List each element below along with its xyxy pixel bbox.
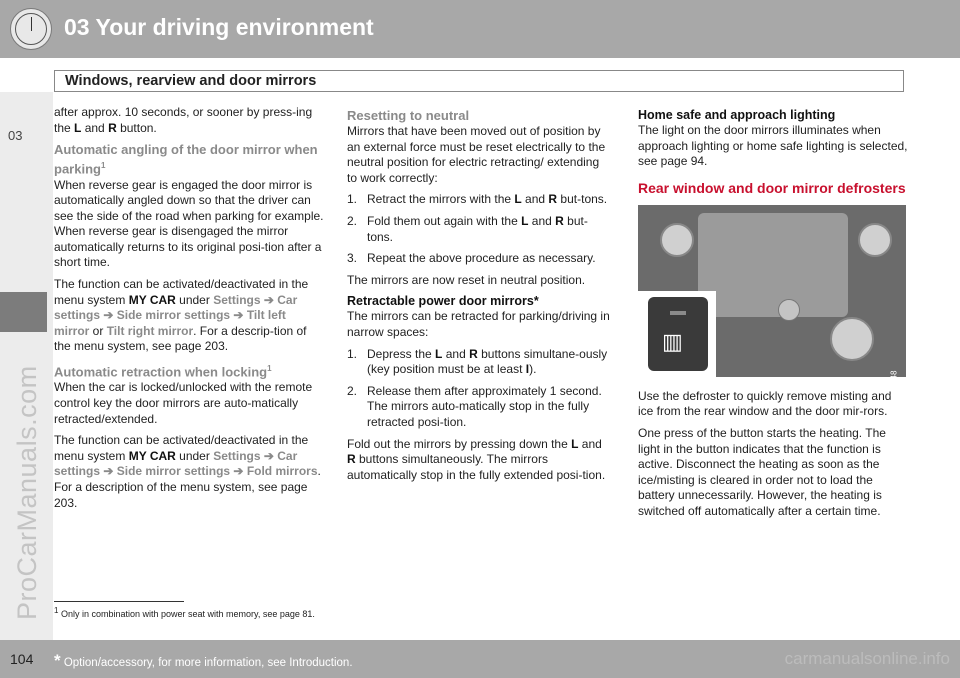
indicator-light — [670, 311, 686, 315]
paragraph: When the car is locked/unlocked with the remote control key the door mirrors are auto-matically retracted/extended. — [54, 380, 313, 426]
menu-path: Settings ➔ Car settings ➔ Side mirror settings ➔ Fold mirrors — [54, 448, 318, 479]
chapter-number: 03 — [8, 128, 23, 143]
climate-knob-left — [660, 223, 694, 257]
heading-auto-angling: Automatic angling of the door mirror when parking$^1$ — [54, 142, 318, 177]
list-item: 2. Fold them out again with the L and R but-tons. — [347, 213, 588, 244]
climate-knob-right — [858, 223, 892, 257]
heading-auto-retraction: Automatic retraction when locking$^1$ — [54, 364, 272, 380]
list-item: 1. Retract the mirrors with the L and R but-tons. — [347, 192, 608, 207]
side-watermark: ProCarManuals.com — [12, 365, 42, 620]
paragraph: The mirrors are now reset in neutral position. — [347, 272, 586, 287]
menu-path: Settings ➔ Car settings ➔ Side mirror settings ➔ Tilt left mirror — [54, 292, 298, 338]
paragraph: The mirrors can be retracted for parking/driving in narrow spaces: — [347, 309, 610, 339]
heading-resetting: Resetting to neutral — [347, 108, 470, 123]
list-item: 2. Release them after approximately 1 second. The mirrors auto-matically stop in the fully retracted posi-tion. — [347, 383, 602, 429]
image-code: G020048 — [889, 370, 899, 404]
footer-watermark: carmanualsonline.info — [784, 649, 950, 668]
list-item: 3. Repeat the above procedure as necessary. — [347, 251, 596, 266]
column-2 — [347, 105, 612, 489]
paragraph: Mirrors that have been moved out of position by an external force must be reset electrically to the neutral position for electric retracting/ extending to work correctly: — [347, 124, 606, 185]
speedometer-icon — [10, 8, 52, 50]
section-title-box — [54, 70, 904, 92]
control-panel — [698, 213, 848, 317]
defroster-button-inset — [638, 291, 716, 377]
chapter-title: 03 Your driving environment — [64, 14, 374, 40]
heading-defrosters: Rear window and door mirror defrosters — [638, 179, 906, 196]
paragraph: The light on the door mirrors illuminates when approach lighting or home safe lighting is selected, see page 94. — [638, 123, 908, 169]
heading-retractable: Retractable power door mirrors* — [347, 294, 539, 309]
temperature-knob — [830, 317, 874, 361]
section-title: Windows, rearview and door mirrors — [65, 73, 317, 89]
page-footer — [0, 640, 960, 678]
footnote-divider — [54, 601, 184, 602]
rear-defrost-icon: ▥ — [662, 328, 683, 354]
chapter-tab — [0, 292, 47, 332]
page-header — [0, 0, 960, 58]
list-item: 1. Depress the L and R buttons simultane-ously (key position must be at least I). — [347, 346, 608, 377]
steps-list — [347, 192, 612, 266]
column-1 — [54, 105, 324, 517]
paragraph: When reverse gear is engaged the door mirror is automatically angled down so that the driver can see the side of the road when parking for example. When reverse gear is disengaged the mirror automatically returns to its original posi-tion after a short time. — [54, 177, 324, 270]
paragraph: Fold out the mirrors by pressing down the L and R buttons simultaneously. The mirrors automatically stop in the fully extended posi-tion. — [347, 436, 606, 482]
column-3 — [638, 105, 908, 526]
steps-list — [347, 347, 612, 431]
paragraph: The function can be activated/deactivated in the menu system MY CAR under Settings ➔ Car settings ➔ Side mirror settings ➔ Fold mirrors. For a description of the menu system, see page 203. — [54, 433, 321, 510]
paragraph: One press of the button starts the heating. The light in the button indicates that the function is active. Disconnect the heating as soon as the ice/misting is cleared in order not to load the battery unnecessarily. However, the heating is switched off automatically after a certain time. — [638, 425, 886, 518]
defroster-button — [648, 297, 708, 371]
volume-knob — [778, 299, 800, 321]
page-number: 104 — [10, 651, 34, 667]
paragraph: Use the defroster to quickly remove misting and ice from the rear window and the door mir-rors. — [638, 388, 892, 419]
heading-home-safe: Home safe and approach lighting — [638, 108, 836, 122]
paragraph: after approx. 10 seconds, or sooner by press-ing the L and R button. — [54, 105, 313, 135]
footnote: $^1$ Only in combination with power seat with memory, see page 81. — [54, 606, 315, 619]
footer-note: * Option/accessory, for more information, see Introduction. — [54, 651, 353, 670]
paragraph: The function can be activated/deactivated in the menu system MY CAR under Settings ➔ Car settings ➔ Side mirror settings ➔ Tilt left mirror or Tilt right mirror. For a descrip-tion of the menu system, see page 203. — [54, 277, 309, 354]
menu-path: Tilt right mirror — [106, 323, 194, 338]
